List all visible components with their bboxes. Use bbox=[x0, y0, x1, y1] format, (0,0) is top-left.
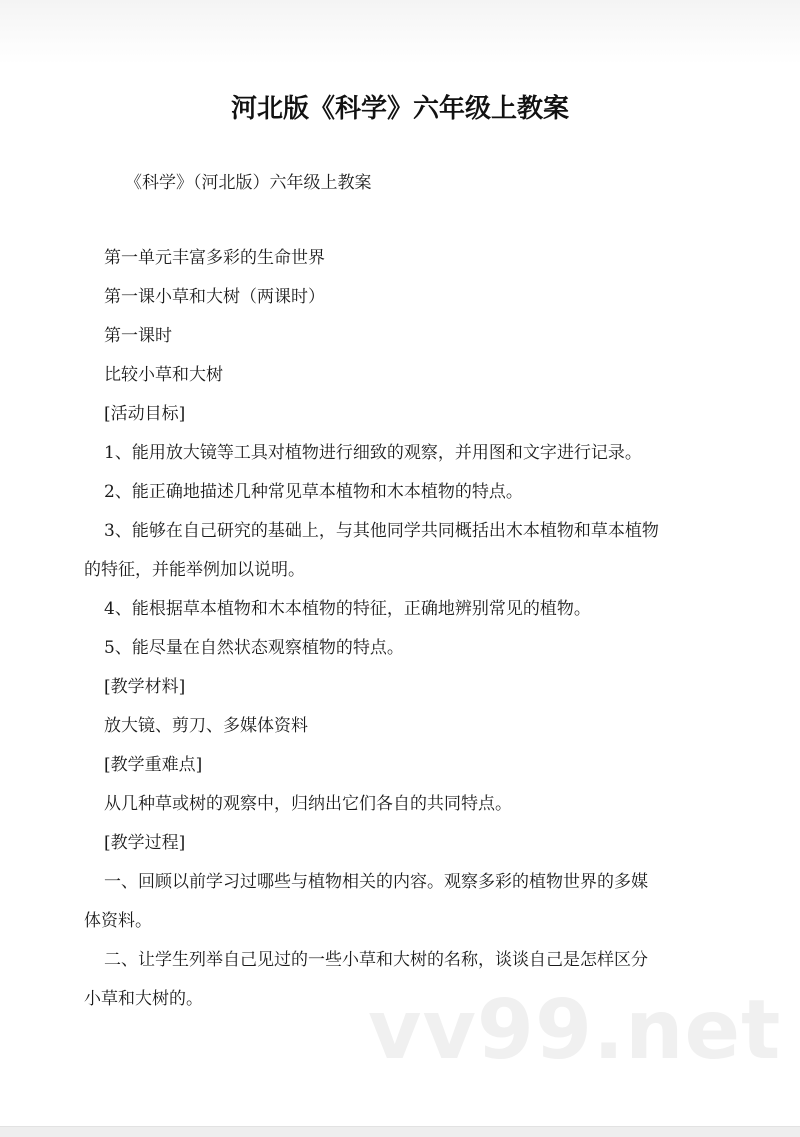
objective-item: 1、能用放大镜等工具对植物进行细致的观察，并用图和文字进行记录。 bbox=[104, 443, 642, 463]
section-heading-materials: [教学材料] bbox=[104, 677, 186, 697]
key-points-text: 从几种草或树的观察中，归纳出它们各自的共同特点。 bbox=[104, 794, 512, 814]
section-heading-process: [教学过程] bbox=[104, 833, 186, 853]
lesson-heading: 第一课小草和大树（两课时） bbox=[104, 287, 325, 307]
objective-item-continuation: 的特征，并能举例加以说明。 bbox=[84, 560, 305, 580]
document-title: 河北版《科学》六年级上教案 bbox=[230, 94, 569, 124]
process-step-continuation: 小草和大树的。 bbox=[84, 989, 203, 1009]
objective-item: 2、能正确地描述几种常见草本植物和木本植物的特点。 bbox=[104, 482, 523, 502]
process-step: 一、回顾以前学习过哪些与植物相关的内容。观察多彩的植物世界的多媒 bbox=[104, 872, 648, 892]
objective-item: 4、能根据草本植物和木本植物的特征，正确地辨别常见的植物。 bbox=[104, 599, 591, 619]
objective-item: 3、能够在自己研究的基础上，与其他同学共同概括出木本植物和草本植物 bbox=[104, 521, 659, 541]
page-bottom-edge bbox=[0, 1126, 800, 1137]
objective-item: 5、能尽量在自然状态观察植物的特点。 bbox=[104, 638, 404, 658]
section-heading-key-points: [教学重难点] bbox=[104, 755, 203, 775]
unit-heading: 第一单元丰富多彩的生命世界 bbox=[104, 248, 325, 268]
materials-text: 放大镜、剪刀、多媒体资料 bbox=[104, 716, 308, 736]
process-step-continuation: 体资料。 bbox=[84, 911, 152, 931]
page-top-shade bbox=[0, 0, 800, 64]
activity-title: 比较小草和大树 bbox=[104, 365, 223, 385]
document-subtitle: 《科学》（河北版）六年级上教案 bbox=[125, 173, 372, 193]
period-heading: 第一课时 bbox=[104, 326, 172, 346]
watermark-text: vv99.net bbox=[368, 983, 782, 1078]
process-step: 二、让学生列举自己见过的一些小草和大树的名称，谈谈自己是怎样区分 bbox=[104, 950, 648, 970]
section-heading-objectives: [活动目标] bbox=[104, 404, 186, 424]
